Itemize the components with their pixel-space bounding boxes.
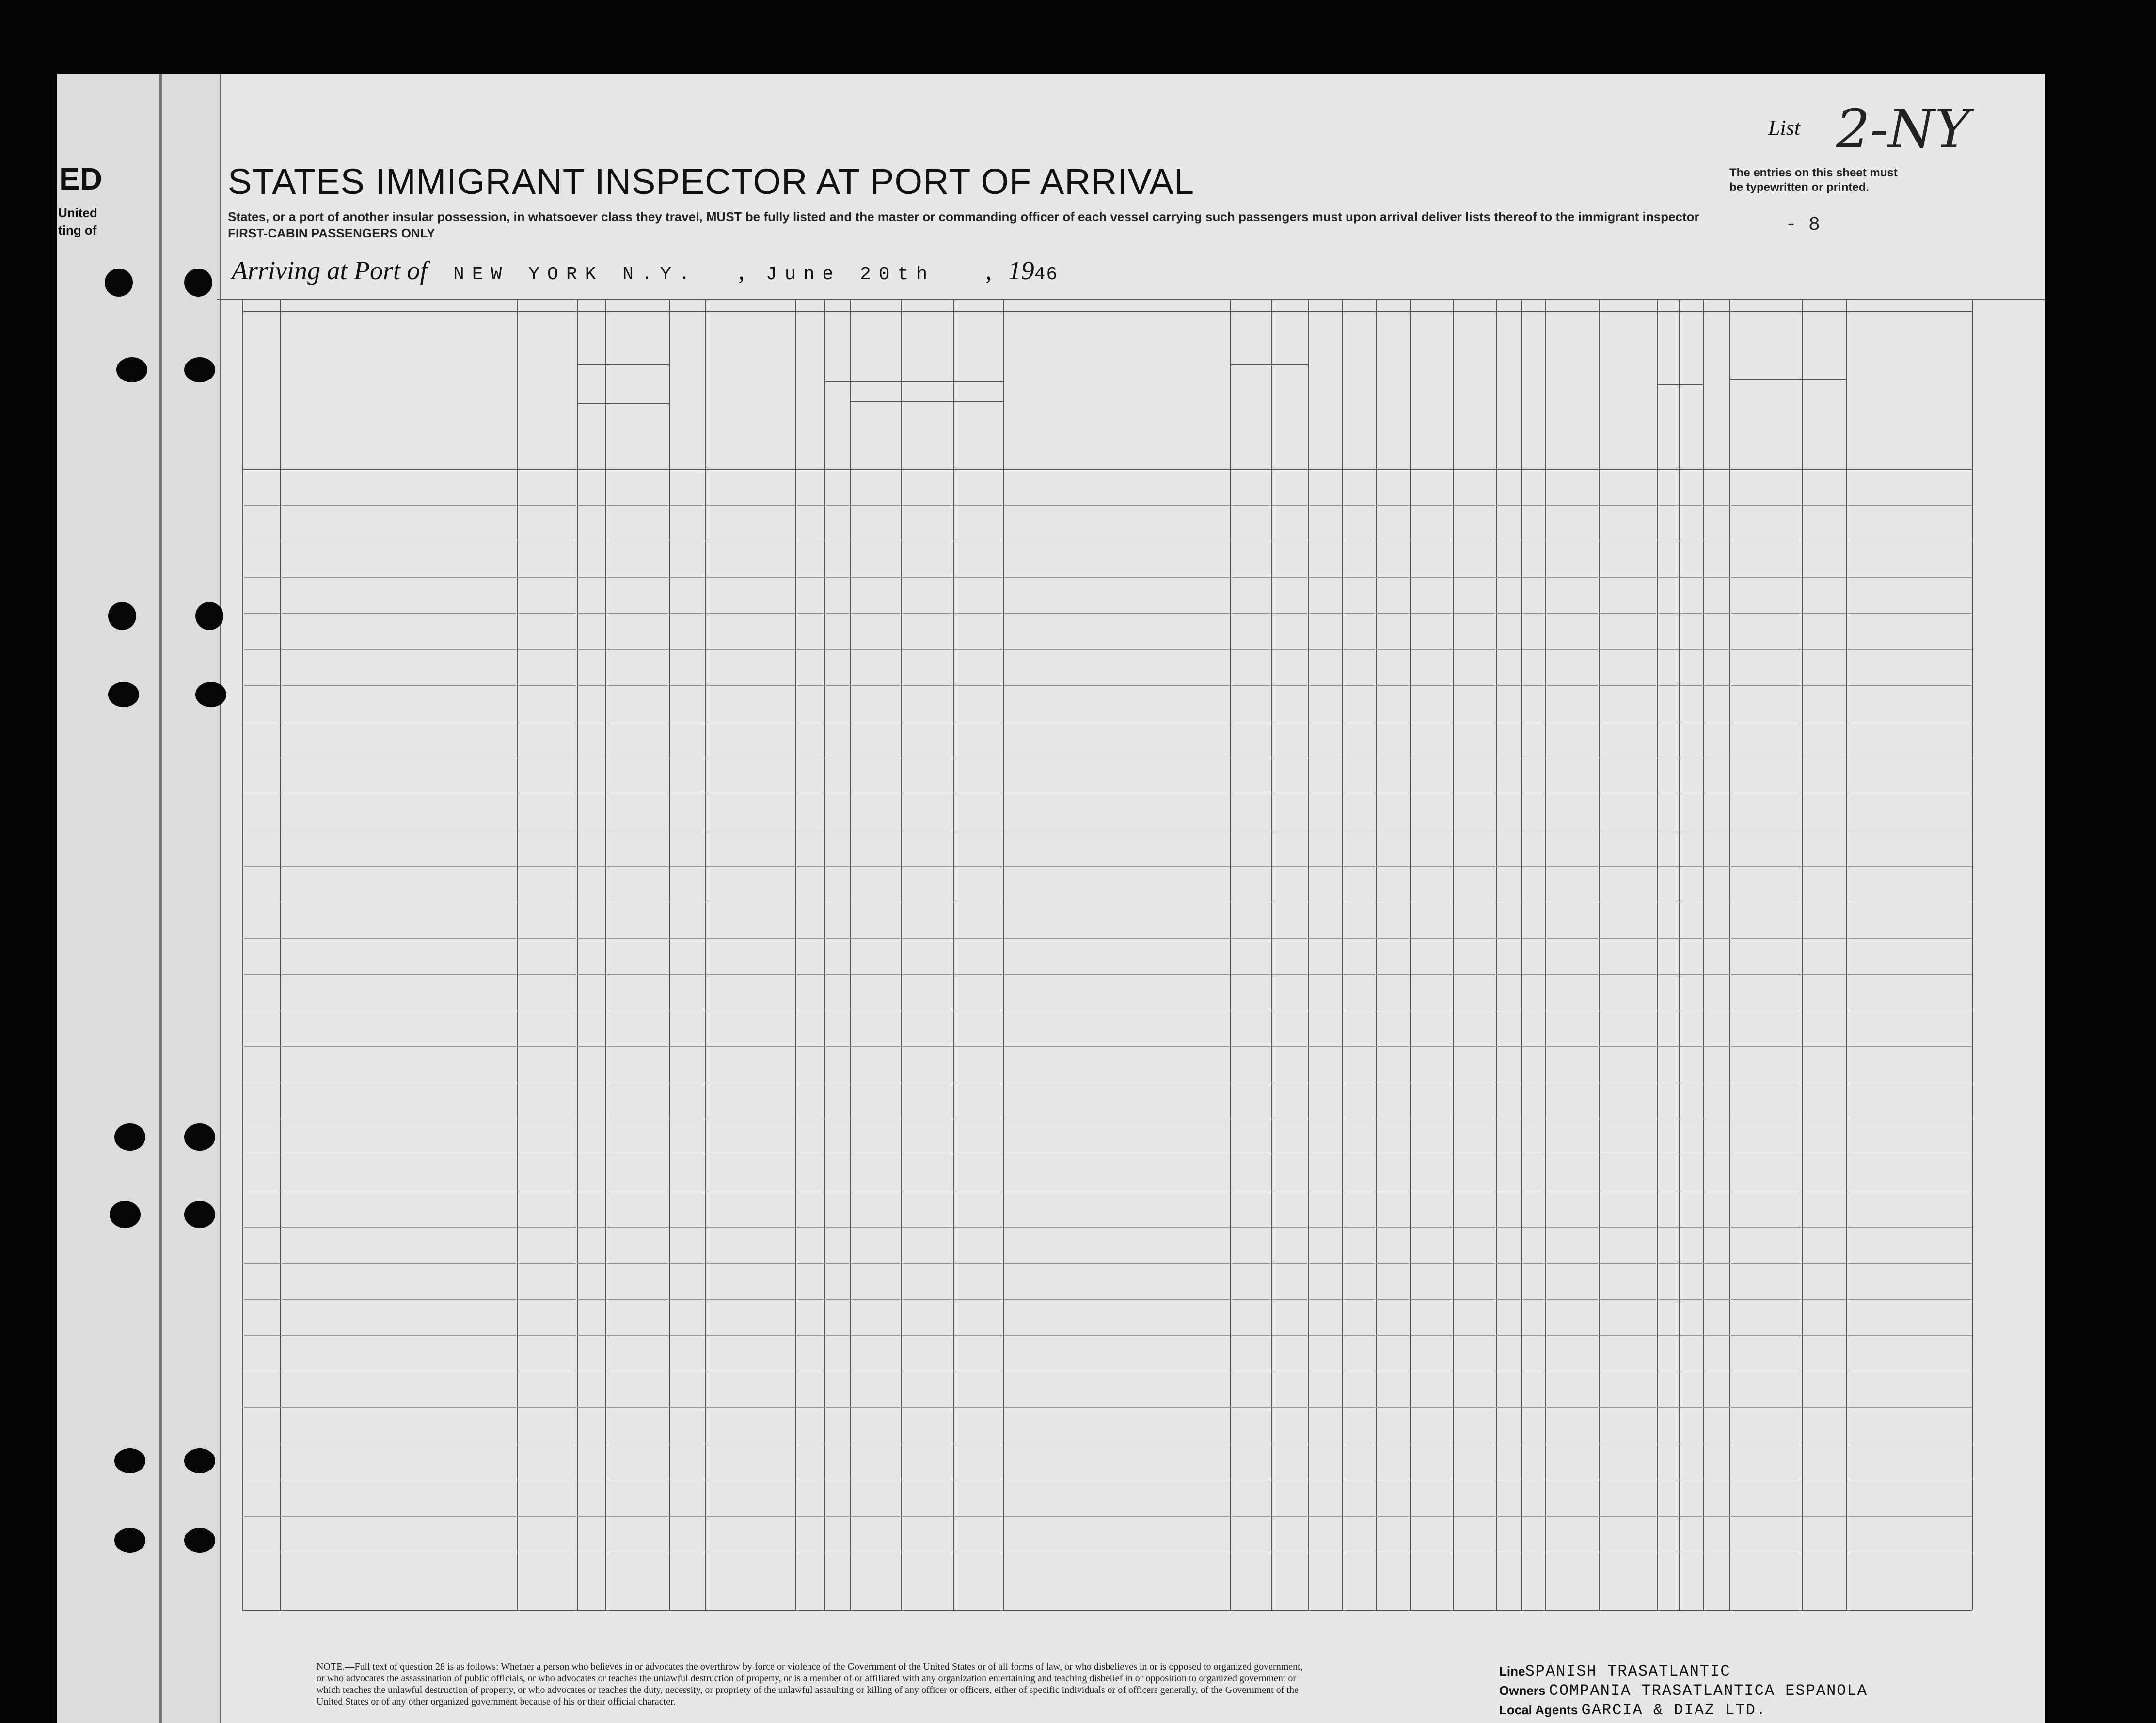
strip-line-1: United — [58, 205, 97, 220]
column-rule — [795, 299, 796, 1610]
column-rule — [1230, 299, 1231, 1610]
column-rule — [242, 299, 243, 1610]
column-rule — [1599, 299, 1600, 1610]
agents-info — [1499, 1701, 1766, 1719]
subheader-rule — [1657, 384, 1703, 385]
column-rule — [1342, 299, 1343, 1610]
subheader-rule — [1729, 379, 1846, 380]
column-rule — [1545, 299, 1546, 1610]
column-rule — [1521, 299, 1522, 1610]
sheet-mark: - 8 — [1785, 214, 1821, 236]
manifest-sheet — [57, 74, 2045, 1723]
row-rule — [242, 649, 1972, 650]
row-rule — [242, 577, 1972, 578]
line-info — [1499, 1662, 1731, 1680]
column-rule — [1453, 299, 1454, 1610]
column-rule — [1410, 299, 1411, 1610]
row-rule — [242, 938, 1972, 939]
row-rule — [242, 613, 1972, 614]
column-rule — [1972, 299, 1973, 1610]
column-rule — [1703, 299, 1704, 1610]
column-rule — [1003, 299, 1004, 1610]
strip-title: ED — [59, 161, 102, 196]
row-rule — [242, 974, 1972, 975]
subheader-rule — [1271, 364, 1272, 469]
column-rule — [1729, 299, 1730, 1610]
column-rule — [1271, 299, 1272, 1610]
column-rule — [1308, 299, 1309, 1610]
column-rule — [1496, 299, 1497, 1610]
line-value: SPANISH TRASATLANTIC — [1525, 1662, 1731, 1680]
column-rule — [577, 299, 578, 1610]
footer-note: NOTE.—Full text of question 28 is as follows: Whether a person who believes in or advocates the overthrow by force or violence of the Government of the United States or of all forms of law, or who disbelieves in or is opposed to organized government, or who advocates the assassination of public officials, or who advocates or teaches the unlawful destruction of property, or is a member of or affiliated with any organization entertaining and teaching disbelief in or opposition to organized government or which teaches the unlawful destruction of property, or who advocates or teaches the duty, necessity, or propriety of the unlawful assaulting or killing of any officer or officers, either of specific individuals or of officers generally, of the Government of the United States or of any other organized government because of his or their official character. — [317, 1661, 1303, 1707]
subheader-rule — [577, 403, 669, 404]
column-rule — [1846, 299, 1847, 1610]
arrival-date: June 20th — [765, 264, 935, 285]
agents-value: GARCIA & DIAZ LTD. — [1581, 1701, 1767, 1719]
column-rule — [705, 299, 706, 1610]
row-rule — [242, 866, 1972, 867]
column-rule — [1679, 299, 1680, 1610]
list-value: 2-NY — [1836, 98, 1970, 160]
page-title: STATES IMMIGRANT INSPECTOR AT PORT OF ARRIVAL — [228, 161, 1195, 202]
subheader-rule — [1230, 364, 1308, 365]
column-rule — [1657, 299, 1658, 1610]
subheader-rule — [850, 401, 1003, 402]
row-rule — [242, 1227, 1972, 1228]
header-rule — [242, 311, 1972, 312]
agents-label: Local Agents — [1499, 1703, 1578, 1717]
row-rule — [242, 1046, 1972, 1047]
arriving-label: Arriving at Port of — [232, 256, 428, 285]
row-rule — [242, 1299, 1972, 1300]
row-rule — [242, 1516, 1972, 1517]
owners-info — [1499, 1682, 1868, 1700]
list-label: List — [1768, 116, 1801, 140]
subheader-rule — [577, 364, 669, 365]
arrival-line: Arriving at Port of NEW YORK N.Y. , June 20th , 1946 — [232, 256, 1059, 285]
table-bottom-rule — [242, 1610, 1972, 1611]
subheader-rule — [824, 381, 1003, 382]
row-rule — [242, 505, 1972, 506]
column-rule — [1376, 299, 1377, 1610]
table-top-rule — [217, 299, 2045, 300]
row-rule — [242, 685, 1972, 686]
typewritten-note-line: The entries on this sheet must — [1729, 166, 1898, 179]
subtitle: States, or a port of another insular possession, in whatsoever class they travel, MUST be fully listed and the master or commanding officer of each vessel carrying such passengers must upon arrival deliver lists thereof to the immigrant inspector — [228, 209, 1699, 224]
cabin-class: FIRST-CABIN PASSENGERS ONLY — [228, 226, 435, 240]
year-suffix: 46 — [1034, 264, 1059, 285]
column-rule — [669, 299, 670, 1610]
owners-label: Owners — [1499, 1683, 1546, 1698]
column-rule — [850, 299, 851, 1610]
row-rule — [242, 1335, 1972, 1336]
year-prefix: 19 — [1008, 256, 1034, 285]
strip-line-2: ting of — [58, 223, 97, 237]
column-rule — [901, 299, 902, 1610]
arrival-port: NEW YORK N.Y. — [453, 264, 698, 285]
manifest-table — [57, 74, 2045, 1723]
typewritten-note-line: be typewritten or printed. — [1729, 181, 1870, 194]
column-rule — [280, 299, 281, 1610]
owners-value: COMPANIA TRASATLANTICA ESPANOLA — [1549, 1682, 1868, 1700]
column-rule — [953, 299, 954, 1610]
column-rule — [517, 299, 518, 1610]
header-bottom-rule — [242, 469, 1972, 470]
column-rule — [1802, 299, 1803, 1610]
column-rule — [824, 299, 825, 1610]
line-label: Line — [1499, 1664, 1525, 1678]
row-rule — [242, 1263, 1972, 1264]
row-rule — [242, 1407, 1972, 1408]
column-rule — [605, 299, 606, 1610]
